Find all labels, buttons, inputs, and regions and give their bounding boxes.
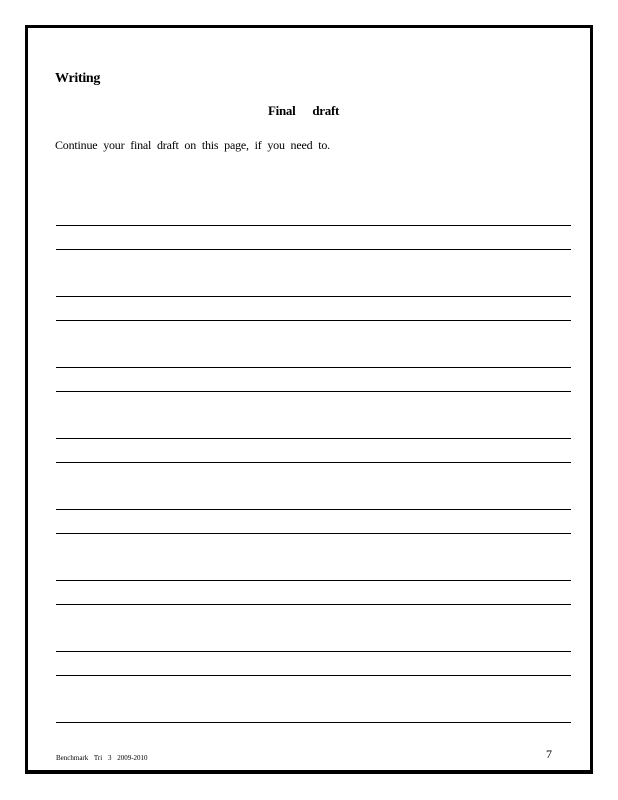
- writing-line[interactable]: [56, 533, 571, 534]
- writing-line[interactable]: [56, 651, 571, 652]
- writing-line[interactable]: [56, 367, 571, 368]
- writing-line[interactable]: [56, 604, 571, 605]
- writing-line[interactable]: [56, 509, 571, 510]
- writing-line[interactable]: [56, 462, 571, 463]
- writing-line[interactable]: [56, 675, 571, 676]
- writing-line[interactable]: [56, 320, 571, 321]
- writing-line[interactable]: [56, 391, 571, 392]
- writing-line[interactable]: [56, 296, 571, 297]
- instruction-text: Continue your final draft on this page, if you need to.: [55, 138, 330, 152]
- writing-line[interactable]: [56, 580, 571, 581]
- writing-line[interactable]: [56, 225, 571, 226]
- writing-line[interactable]: [56, 722, 571, 723]
- page-number: 7: [546, 747, 552, 761]
- draft-title: Final draft: [268, 103, 340, 118]
- writing-line[interactable]: [56, 438, 571, 439]
- page-frame: [25, 25, 593, 774]
- section-heading: Writing: [55, 71, 101, 86]
- footer-benchmark: Benchmark Tri 3 2009-2010: [56, 754, 148, 762]
- writing-line[interactable]: [56, 249, 571, 250]
